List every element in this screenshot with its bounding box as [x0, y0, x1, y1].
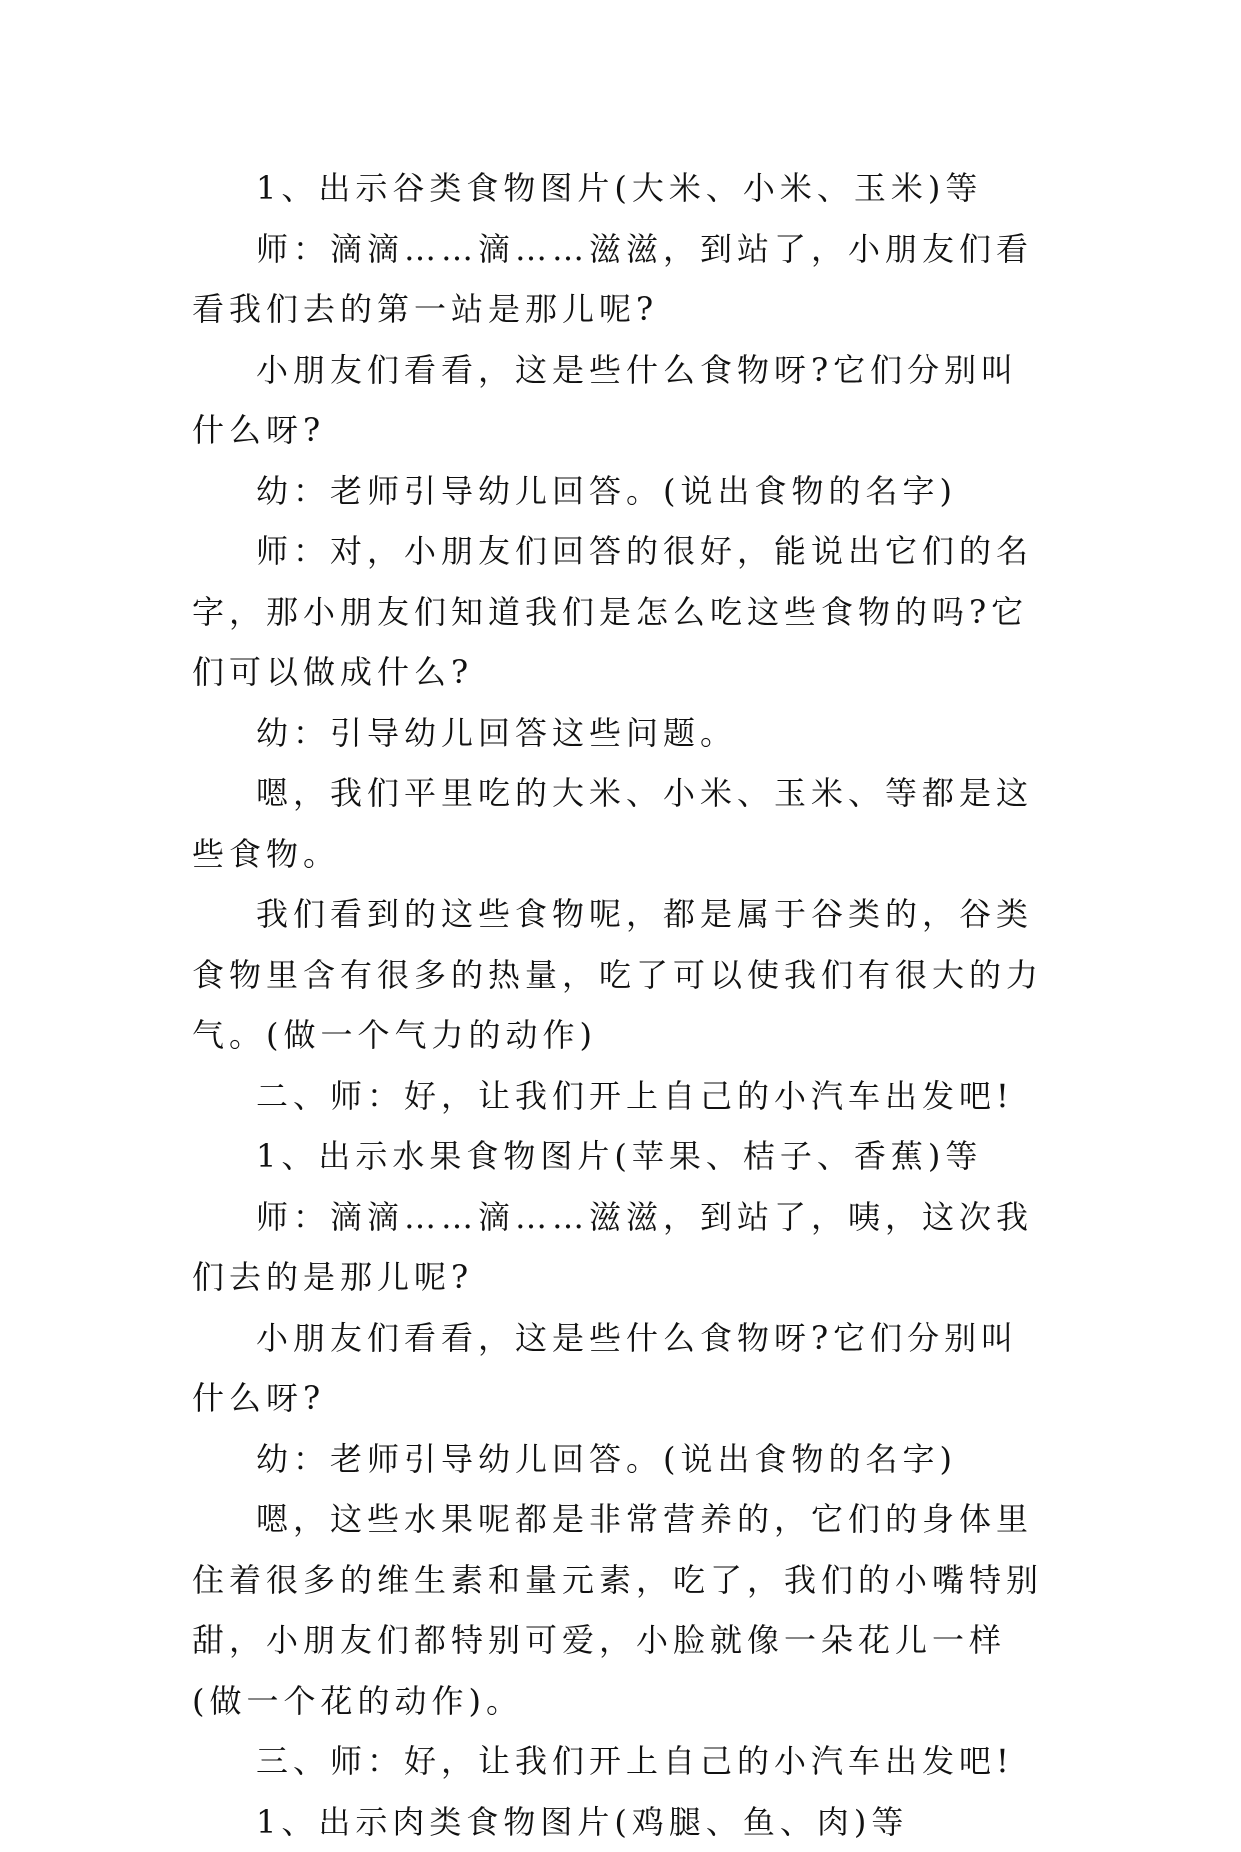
- paragraph-child-answer: 幼：老师引导幼儿回答。(说出食物的名字): [192, 461, 1052, 522]
- paragraph-fruit-explanation: 嗯，这些水果呢都是非常营养的，它们的身体里住着很多的维生素和量元素，吃了，我们的小嘴特别甜，小朋友们都特别可爱，小脸就像一朵花儿一样(做一个花的动作)。: [192, 1489, 1052, 1731]
- paragraph-meat-picture: 1、出示肉类食物图片(鸡腿、鱼、肉)等: [192, 1792, 1052, 1852]
- paragraph-teacher-praise: 师：对，小朋友们回答的很好，能说出它们的名字，那小朋友们知道我们是怎么吃这些食物的吗?它们可以做成什么?: [192, 521, 1052, 703]
- document-body: [192, 158, 1052, 1852]
- paragraph-first-stop: 师：滴滴……滴……滋滋，到站了，小朋友们看看我们去的第一站是那儿呢?: [192, 219, 1052, 340]
- paragraph-ask-fruit-names: 小朋友们看看，这是些什么食物呀?它们分别叫什么呀?: [192, 1308, 1052, 1429]
- paragraph-grain-explanation: 我们看到的这些食物呢，都是属于谷类的，谷类食物里含有很多的热量，吃了可以使我们有很大的力气。(做一个气力的动作): [192, 884, 1052, 1066]
- paragraph-ask-food-names: 小朋友们看看，这是些什么食物呀?它们分别叫什么呀?: [192, 340, 1052, 461]
- paragraph-second-stop: 师：滴滴……滴……滋滋，到站了，咦，这次我们去的是那儿呢?: [192, 1187, 1052, 1308]
- paragraph-third-departure: 三、师：好，让我们开上自己的小汽车出发吧!: [192, 1731, 1052, 1792]
- paragraph-fruit-picture: 1、出示水果食物图片(苹果、桔子、香蕉)等: [192, 1126, 1052, 1187]
- paragraph-second-departure: 二、师：好，让我们开上自己的小汽车出发吧!: [192, 1066, 1052, 1127]
- paragraph-child-answer-fruit: 幼：老师引导幼儿回答。(说出食物的名字): [192, 1429, 1052, 1490]
- paragraph-grain-picture: 1、出示谷类食物图片(大米、小米、玉米)等: [192, 158, 1052, 219]
- paragraph-guide-questions: 幼：引导幼儿回答这些问题。: [192, 703, 1052, 764]
- paragraph-grain-summary: 嗯，我们平里吃的大米、小米、玉米、等都是这些食物。: [192, 763, 1052, 884]
